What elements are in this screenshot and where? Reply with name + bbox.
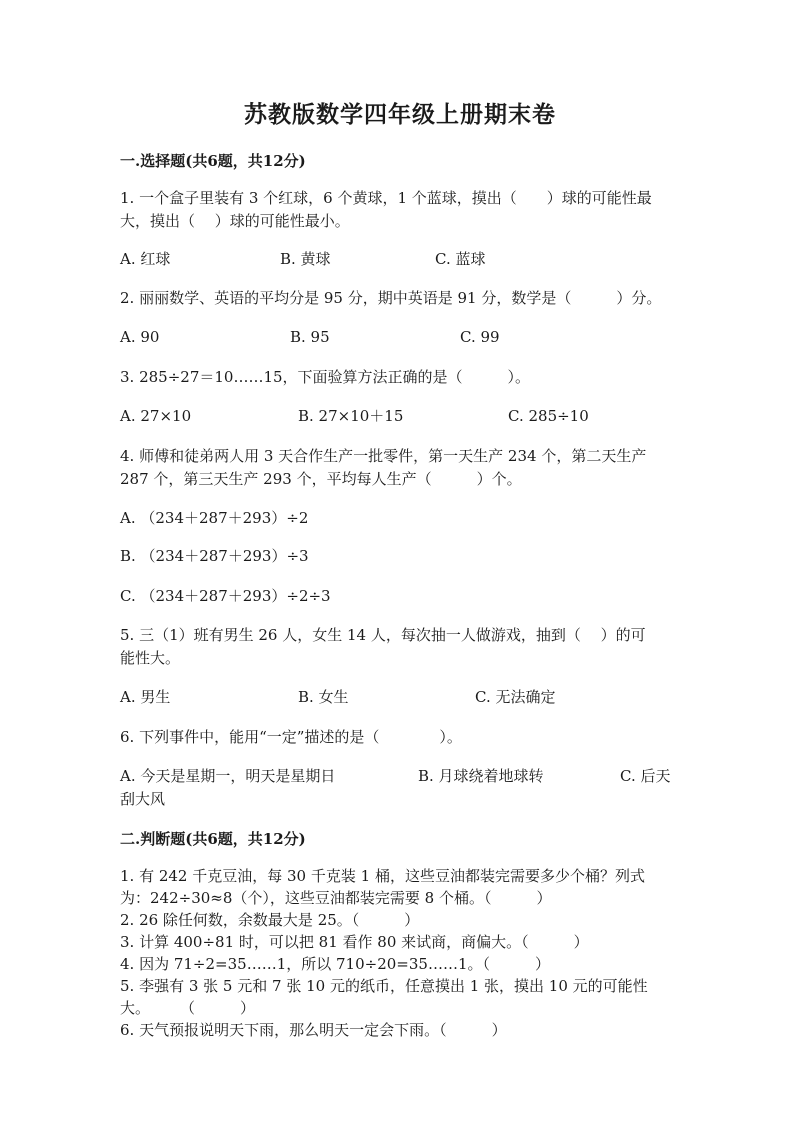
question-5-option-c: C. 无法确定 xyxy=(475,688,556,706)
section-heading-judgement: 二.判断题(共6题，共12分) xyxy=(120,830,306,848)
question-6-line-1: 6. 下列事件中，能用“一定”描述的是（ ）。 xyxy=(120,728,462,746)
question-2-option-c: C. 99 xyxy=(460,328,500,346)
question-3-option-a: A. 27×10 xyxy=(120,407,192,425)
question-1-option-c: C. 蓝球 xyxy=(435,250,486,268)
page-title: 苏教版数学四年级上册期末卷 xyxy=(244,101,556,128)
judgement-line-7: 大。 （ ） xyxy=(120,999,256,1017)
question-5-option-b: B. 女生 xyxy=(298,688,349,706)
judgement-line-3: 2. 26 除任何数，余数最大是 25。（ ） xyxy=(120,911,420,929)
question-3-option-c: C. 285÷10 xyxy=(508,407,589,425)
question-3-line-1: 3. 285÷27＝10……15，下面验算方法正确的是（ ）。 xyxy=(120,368,531,386)
question-4-option-a: A. （234＋287＋293）÷2 xyxy=(120,509,309,527)
judgement-line-5: 4. 因为 71÷2=35……1，所以 710÷20=35……1。（ ） xyxy=(120,955,550,973)
judgement-line-8: 6. 天气预报说明天下雨，那么明天一定会下雨。（ ） xyxy=(120,1021,507,1039)
question-5-option-a: A. 男生 xyxy=(120,688,171,706)
question-1-line-1: 1. 一个盒子里装有 3 个红球，6 个黄球，1 个蓝球，摸出（ ）球的可能性最 xyxy=(120,189,652,207)
question-4-line-2: 287 个，第三天生产 293 个，平均每人生产（ ）个。 xyxy=(120,470,522,488)
judgement-line-6: 5. 李强有 3 张 5 元和 7 张 10 元的纸币，任意摸出 1 张，摸出 10 元的可能性 xyxy=(120,977,648,995)
question-5-line-1: 5. 三（1）班有男生 26 人，女生 14 人，每次抽一人做游戏，抽到（ ）的可 xyxy=(120,626,646,644)
question-1-line-2: 大，摸出（ ）球的可能性最小。 xyxy=(120,212,350,230)
question-2-option-a: A. 90 xyxy=(120,328,160,346)
judgement-line-4: 3. 计算 400÷81 时，可以把 81 看作 80 来试商，商偏大。（ ） xyxy=(120,933,589,951)
question-6-option-c: C. 后天 xyxy=(620,767,671,785)
question-6-option-c-continued: 刮大风 xyxy=(120,790,166,808)
question-6-option-a: A. 今天是星期一，明天是星期日 xyxy=(120,767,336,785)
question-3-option-b: B. 27×10＋15 xyxy=(298,407,404,425)
question-1-option-a: A. 红球 xyxy=(120,250,171,268)
question-1-option-b: B. 黄球 xyxy=(280,250,331,268)
question-6-option-b: B. 月球绕着地球转 xyxy=(418,767,544,785)
question-2-line-1: 2. 丽丽数学、英语的平均分是 95 分，期中英语是 91 分，数学是（ ）分。 xyxy=(120,289,662,307)
question-4-line-1: 4. 师傅和徒弟两人用 3 天合作生产一批零件，第一天生产 234 个，第二天生产 xyxy=(120,447,647,465)
question-4-option-b: B. （234＋287＋293）÷3 xyxy=(120,547,309,565)
section-heading-choice: 一.选择题(共6题，共12分) xyxy=(120,152,306,170)
question-5-line-2: 能性大。 xyxy=(120,649,181,667)
judgement-line-2: 为：242÷30≈8（个），这些豆油都装完需要 8 个桶。（ ） xyxy=(120,889,552,907)
question-4-option-c: C. （234＋287＋293）÷2÷3 xyxy=(120,587,331,605)
judgement-line-1: 1. 有 242 千克豆油，每 30 千克装 1 桶，这些豆油都装完需要多少个桶？列式 xyxy=(120,867,645,885)
question-2-option-b: B. 95 xyxy=(290,328,330,346)
